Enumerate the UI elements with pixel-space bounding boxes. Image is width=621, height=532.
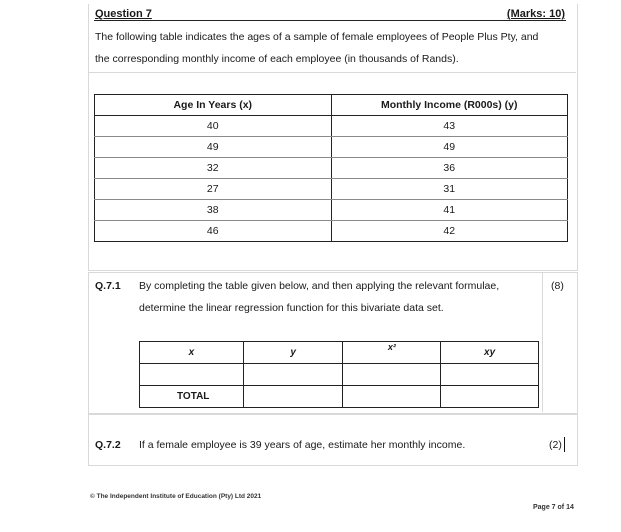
intro-line-2: the corresponding monthly income of each employee (in thousands of Rands).	[95, 53, 459, 65]
q71-line-1: By completing the table given below, and then applying the relevant formulae,	[139, 280, 500, 292]
age-cell: 38	[95, 200, 332, 221]
table-header-row	[95, 95, 568, 116]
age-header: Age In Years (x)	[95, 95, 332, 116]
q71-number: Q.7.1	[95, 280, 121, 292]
q72-marks: (2)	[549, 439, 562, 451]
income-cell: 43	[331, 116, 568, 137]
table-row	[95, 200, 568, 221]
work-cell[interactable]	[243, 364, 343, 386]
x-squared-header: x²	[343, 342, 441, 364]
table-row	[95, 179, 568, 200]
question-divider	[88, 72, 576, 73]
q71-marks-divider	[542, 272, 543, 412]
age-cell: 32	[95, 158, 332, 179]
table-row	[95, 116, 568, 137]
work-total-row	[140, 386, 539, 408]
q72-text: If a female employee is 39 years of age, estimate her monthly income.	[139, 439, 466, 451]
age-cell: 27	[95, 179, 332, 200]
x-header: x	[140, 342, 244, 364]
header-rule	[94, 20, 566, 21]
age-income-table	[94, 94, 568, 242]
footer-copyright: © The Independent Institute of Education (Pty) Ltd 2021	[90, 493, 262, 500]
age-cell: 40	[95, 116, 332, 137]
age-cell: 49	[95, 137, 332, 158]
work-cell[interactable]	[343, 364, 441, 386]
work-header-row	[140, 342, 539, 364]
work-cell[interactable]	[140, 364, 244, 386]
income-cell: 41	[331, 200, 568, 221]
table-row	[95, 137, 568, 158]
work-cell[interactable]	[441, 364, 539, 386]
income-header: Monthly Income (R000s) (y)	[331, 95, 568, 116]
work-cell[interactable]	[343, 386, 441, 408]
income-cell: 49	[331, 137, 568, 158]
text-cursor	[564, 437, 565, 452]
question-marks: (Marks: 10)	[506, 8, 565, 20]
q71-marks: (8)	[551, 280, 564, 292]
q72-number: Q.7.2	[95, 439, 121, 451]
table-row	[95, 158, 568, 179]
footer-page-number: Page 7 of 14	[533, 504, 574, 511]
q71-line-2: determine the linear regression function for this bivariate data set.	[139, 302, 444, 314]
table-row	[95, 221, 568, 242]
y-header: y	[243, 342, 343, 364]
income-cell: 31	[331, 179, 568, 200]
regression-work-table	[139, 341, 539, 408]
question-title: Question 7	[95, 8, 152, 20]
age-cell: 46	[95, 221, 332, 242]
work-cell[interactable]	[243, 386, 343, 408]
intro-line-1: The following table indicates the ages of a sample of female employees of People Plus Pty, and	[95, 31, 539, 43]
xy-header: xy	[441, 342, 539, 364]
income-cell: 42	[331, 221, 568, 242]
total-label: TOTAL	[140, 386, 244, 408]
work-cell[interactable]	[441, 386, 539, 408]
work-empty-row	[140, 364, 539, 386]
income-cell: 36	[331, 158, 568, 179]
